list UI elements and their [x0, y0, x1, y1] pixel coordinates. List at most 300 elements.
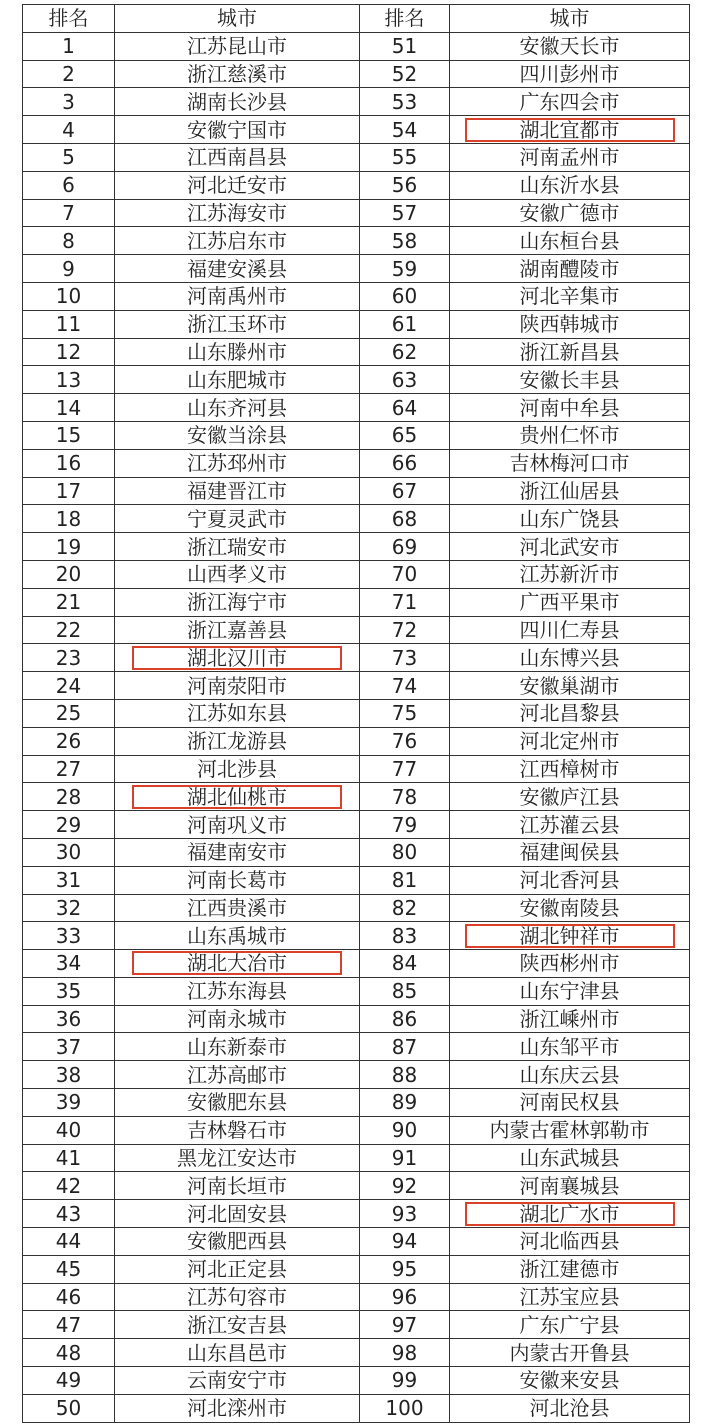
rank-text: 75	[391, 701, 418, 726]
city-name: 山东禹城市	[187, 923, 287, 948]
city-cell	[115, 811, 360, 839]
city-name: 浙江海宁市	[187, 590, 287, 615]
rank-cell	[23, 1339, 115, 1367]
rank-cell	[23, 1033, 115, 1061]
city-name: 山东武城县	[519, 1146, 620, 1171]
table-row	[23, 1116, 690, 1144]
table-row	[23, 1311, 690, 1339]
city-cell	[450, 560, 690, 588]
table-row	[23, 143, 690, 171]
city-name: 河北涉县	[197, 756, 277, 781]
city-name: 安徽巢湖市	[519, 673, 620, 698]
rank-cell	[23, 755, 115, 783]
city-name: 陕西韩城市	[519, 312, 620, 337]
rank-text: 76	[391, 729, 418, 754]
city-cell	[450, 533, 690, 561]
rank-text: 37	[55, 1034, 82, 1059]
rank-text: 93	[391, 1201, 418, 1226]
city-name: 江苏灌云县	[519, 812, 620, 837]
city-cell	[450, 866, 690, 894]
rank-text: 19	[55, 534, 82, 559]
city-cell	[115, 1228, 360, 1256]
city-cell	[450, 199, 690, 227]
table-row	[23, 644, 690, 672]
city-cell	[115, 866, 360, 894]
rank-cell	[360, 616, 450, 644]
city-name: 浙江玉环市	[187, 312, 287, 337]
city-cell	[450, 1033, 690, 1061]
city-name: 福建晋江市	[187, 478, 287, 503]
rank-cell	[23, 421, 115, 449]
city-name: 湖北汉川市	[187, 645, 287, 670]
city-cell	[115, 394, 360, 422]
rank-text: 65	[391, 423, 418, 448]
rank-text: 2	[62, 61, 75, 86]
table-row	[23, 477, 690, 505]
city-name: 湖北钟祥市	[519, 923, 620, 948]
table-row	[23, 1228, 690, 1256]
rank-cell	[360, 32, 450, 60]
city-name: 内蒙古开鲁县	[509, 1340, 630, 1365]
rank-cell	[23, 505, 115, 533]
rank-text: 10	[55, 284, 82, 309]
rank-cell	[360, 421, 450, 449]
rank-cell	[360, 143, 450, 171]
rank-cell	[360, 1144, 450, 1172]
city-name: 广东四会市	[519, 89, 620, 114]
city-name: 浙江慈溪市	[187, 61, 287, 86]
rank-text: 86	[391, 1007, 418, 1032]
rank-cell	[360, 672, 450, 700]
city-cell	[115, 588, 360, 616]
city-cell	[115, 199, 360, 227]
rank-text: 84	[391, 951, 418, 976]
city-cell	[115, 1116, 360, 1144]
rank-cell	[360, 449, 450, 477]
table-row	[23, 811, 690, 839]
rank-cell	[360, 60, 450, 88]
table-row	[23, 116, 690, 144]
table-row	[23, 282, 690, 310]
city-name: 浙江仙居县	[519, 478, 620, 503]
table-row	[23, 449, 690, 477]
city-cell	[115, 505, 360, 533]
table-row	[23, 255, 690, 283]
rank-text: 47	[55, 1312, 82, 1337]
table-row	[23, 366, 690, 394]
city-cell	[450, 783, 690, 811]
city-cell	[450, 1394, 690, 1422]
city-cell	[115, 1172, 360, 1200]
rank-text: 33	[55, 923, 82, 948]
rank-text: 20	[55, 562, 82, 587]
city-cell	[450, 699, 690, 727]
rank-text: 78	[391, 784, 418, 809]
rank-text: 53	[391, 89, 418, 114]
city-cell	[115, 699, 360, 727]
rank-text: 18	[55, 506, 82, 531]
city-cell	[450, 1200, 690, 1228]
rank-cell	[360, 310, 450, 338]
rank-text: 83	[391, 923, 418, 948]
rank-text: 69	[391, 534, 418, 559]
rank-text: 88	[391, 1062, 418, 1087]
table-row	[23, 1339, 690, 1367]
rank-text: 24	[55, 673, 82, 698]
rank-text: 32	[55, 895, 82, 920]
rank-cell	[360, 227, 450, 255]
table-row	[23, 1172, 690, 1200]
rank-text: 73	[391, 645, 418, 670]
city-name: 河南巩义市	[187, 812, 287, 837]
city-name: 湖北仙桃市	[187, 784, 287, 809]
rank-text: 16	[55, 451, 82, 476]
rank-cell	[360, 171, 450, 199]
rank-cell	[23, 282, 115, 310]
table-row	[23, 1033, 690, 1061]
rank-text: 61	[391, 312, 418, 337]
city-cell	[115, 88, 360, 116]
rank-text: 81	[391, 868, 418, 893]
city-cell	[450, 1311, 690, 1339]
city-name: 江苏海安市	[187, 200, 287, 225]
rank-text: 26	[55, 729, 82, 754]
table-row	[23, 227, 690, 255]
city-cell	[450, 838, 690, 866]
rank-text: 89	[391, 1090, 418, 1115]
city-name: 四川仁寿县	[519, 617, 620, 642]
city-name: 河北香河县	[519, 868, 620, 893]
rank-text: 44	[55, 1229, 82, 1254]
rank-text: 82	[391, 895, 418, 920]
city-cell	[450, 727, 690, 755]
rank-text: 7	[62, 200, 75, 225]
city-name: 广东广宁县	[519, 1312, 620, 1337]
rank-cell	[23, 950, 115, 978]
city-name: 安徽当涂县	[187, 423, 287, 448]
rank-text: 62	[391, 339, 418, 364]
rank-text: 52	[391, 61, 418, 86]
rank-cell	[360, 838, 450, 866]
rank-text: 87	[391, 1034, 418, 1059]
city-cell	[450, 88, 690, 116]
city-cell	[450, 1228, 690, 1256]
rank-text: 8	[62, 228, 75, 253]
city-cell	[115, 116, 360, 144]
city-cell	[450, 950, 690, 978]
rank-cell	[23, 699, 115, 727]
city-name: 河北定州市	[519, 729, 620, 754]
rank-text: 59	[391, 256, 418, 281]
city-cell	[450, 672, 690, 700]
city-name: 黑龙江安达市	[177, 1146, 297, 1171]
city-cell	[450, 171, 690, 199]
rank-cell	[23, 1283, 115, 1311]
rank-cell	[360, 1200, 450, 1228]
rank-cell	[360, 1116, 450, 1144]
city-name: 河北临西县	[519, 1229, 620, 1254]
city-name: 湖北大冶市	[187, 951, 287, 976]
city-name: 吉林磐石市	[187, 1118, 287, 1143]
table-row	[23, 1005, 690, 1033]
city-name: 山东沂水县	[519, 173, 620, 198]
rank-text: 28	[55, 784, 82, 809]
city-name: 山东滕州市	[187, 339, 287, 364]
rank-text: 100	[385, 1396, 424, 1421]
table-row	[23, 1394, 690, 1422]
city-name: 河南永城市	[187, 1007, 287, 1032]
city-name: 山东博兴县	[519, 645, 620, 670]
table-row	[23, 977, 690, 1005]
city-cell	[450, 394, 690, 422]
city-name: 浙江龙游县	[187, 729, 287, 754]
rank-text: 58	[391, 228, 418, 253]
rank-cell	[360, 894, 450, 922]
rank-text: 25	[55, 701, 82, 726]
rank-cell	[360, 477, 450, 505]
city-name: 福建安溪县	[187, 256, 287, 281]
city-cell	[115, 755, 360, 783]
rank-text: 49	[55, 1368, 82, 1393]
city-cell	[115, 894, 360, 922]
rank-text: 63	[391, 367, 418, 392]
rank-text: 72	[391, 617, 418, 642]
city-cell	[115, 32, 360, 60]
table-row	[23, 1367, 690, 1395]
rank-cell	[360, 1005, 450, 1033]
rank-text: 22	[55, 617, 82, 642]
city-cell	[450, 282, 690, 310]
city-cell	[450, 116, 690, 144]
rank-text: 99	[391, 1368, 418, 1393]
rank-text: 5	[62, 145, 75, 170]
table-row	[23, 1144, 690, 1172]
city-cell	[450, 449, 690, 477]
city-cell	[450, 894, 690, 922]
city-cell	[450, 366, 690, 394]
rank-cell	[23, 88, 115, 116]
city-cell	[450, 32, 690, 60]
city-cell	[115, 977, 360, 1005]
city-cell	[450, 811, 690, 839]
city-name: 江西贵溪市	[187, 895, 287, 920]
rank-cell	[360, 588, 450, 616]
rank-cell	[23, 1228, 115, 1256]
rank-cell	[23, 894, 115, 922]
city-cell	[115, 477, 360, 505]
rank-text: 42	[55, 1173, 82, 1198]
rank-cell	[360, 1228, 450, 1256]
city-name: 安徽肥西县	[187, 1229, 287, 1254]
rank-cell	[360, 755, 450, 783]
rank-cell	[23, 1200, 115, 1228]
rank-cell	[360, 922, 450, 950]
city-cell	[450, 505, 690, 533]
rank-cell	[23, 310, 115, 338]
city-name: 江苏东海县	[187, 979, 287, 1004]
city-name: 福建南安市	[187, 840, 287, 865]
rank-text: 27	[55, 756, 82, 781]
rank-text: 79	[391, 812, 418, 837]
rank-text: 80	[391, 840, 418, 865]
city-cell	[115, 950, 360, 978]
table-row	[23, 838, 690, 866]
table-row	[23, 727, 690, 755]
city-name: 河南长葛市	[187, 868, 287, 893]
rank-cell	[360, 366, 450, 394]
rank-cell	[360, 866, 450, 894]
city-cell	[450, 922, 690, 950]
rank-cell	[23, 560, 115, 588]
rank-cell	[23, 199, 115, 227]
city-cell	[450, 588, 690, 616]
city-name: 河北正定县	[187, 1257, 287, 1282]
city-name: 河北辛集市	[519, 284, 620, 309]
table-row	[23, 310, 690, 338]
rank-text: 64	[391, 395, 418, 420]
city-name: 山东宁津县	[519, 979, 620, 1004]
rank-text: 29	[55, 812, 82, 837]
rank-text: 67	[391, 478, 418, 503]
city-name: 湖南长沙县	[187, 89, 287, 114]
city-name: 河北昌黎县	[519, 701, 620, 726]
city-header: 城市	[115, 5, 360, 33]
city-cell	[115, 1061, 360, 1089]
rank-cell	[360, 394, 450, 422]
city-header: 城市	[450, 5, 690, 33]
city-cell	[450, 755, 690, 783]
city-cell	[115, 171, 360, 199]
rank-cell	[360, 338, 450, 366]
city-name: 安徽肥东县	[187, 1090, 287, 1115]
rank-text: 57	[391, 200, 418, 225]
city-cell	[115, 310, 360, 338]
rank-cell	[23, 588, 115, 616]
city-cell	[450, 421, 690, 449]
city-cell	[450, 143, 690, 171]
city-name: 湖北宜都市	[519, 117, 620, 142]
city-name: 浙江瑞安市	[187, 534, 287, 559]
rank-cell	[23, 1367, 115, 1395]
rank-cell	[360, 88, 450, 116]
city-name: 江苏如东县	[187, 701, 287, 726]
city-name: 安徽来安县	[519, 1368, 620, 1393]
rank-cell	[360, 282, 450, 310]
rank-cell	[360, 950, 450, 978]
city-name: 山东邹平市	[519, 1034, 620, 1059]
rank-text: 14	[55, 395, 82, 420]
rank-text: 51	[391, 34, 418, 59]
rank-text: 11	[55, 312, 82, 337]
table-row	[23, 199, 690, 227]
city-name: 江苏昆山市	[187, 34, 287, 59]
rank-text: 74	[391, 673, 418, 698]
rank-cell	[23, 1089, 115, 1117]
city-cell	[115, 533, 360, 561]
rank-cell	[23, 811, 115, 839]
city-name: 山东新泰市	[187, 1034, 287, 1059]
rank-text: 45	[55, 1257, 82, 1282]
rank-cell	[23, 727, 115, 755]
city-name: 安徽广德市	[519, 200, 620, 225]
table-row	[23, 616, 690, 644]
city-cell	[115, 1339, 360, 1367]
rank-text: 9	[62, 256, 75, 281]
table-row	[23, 1283, 690, 1311]
city-name: 山东肥城市	[187, 367, 287, 392]
city-cell	[115, 1089, 360, 1117]
rank-text: 97	[391, 1312, 418, 1337]
header-row	[23, 5, 690, 33]
rank-cell	[360, 1311, 450, 1339]
city-name: 山东齐河县	[187, 395, 287, 420]
city-name: 山东桓台县	[519, 228, 620, 253]
rank-cell	[360, 811, 450, 839]
city-name: 浙江嵊州市	[519, 1007, 620, 1032]
city-cell	[450, 338, 690, 366]
rank-cell	[360, 1255, 450, 1283]
rank-text: 92	[391, 1173, 418, 1198]
table-row	[23, 421, 690, 449]
city-name: 云南安宁市	[187, 1368, 287, 1393]
rank-cell	[360, 1172, 450, 1200]
table-row	[23, 338, 690, 366]
rank-text: 4	[62, 117, 75, 142]
rank-cell	[23, 1005, 115, 1033]
city-cell	[450, 977, 690, 1005]
city-cell	[450, 1367, 690, 1395]
rank-cell	[23, 533, 115, 561]
rank-cell	[23, 255, 115, 283]
table-row	[23, 533, 690, 561]
city-cell	[450, 60, 690, 88]
city-name: 河北固安县	[187, 1201, 287, 1226]
city-cell	[450, 1283, 690, 1311]
rank-cell	[360, 1394, 450, 1422]
city-cell	[115, 255, 360, 283]
rank-text: 39	[55, 1090, 82, 1115]
ranking-table-container	[22, 4, 689, 1423]
rank-cell	[360, 505, 450, 533]
table-row	[23, 60, 690, 88]
rank-cell	[23, 1394, 115, 1422]
table-body	[23, 32, 690, 1422]
rank-text: 34	[55, 951, 82, 976]
rank-text: 54	[391, 117, 418, 142]
city-cell	[115, 1033, 360, 1061]
city-cell	[450, 616, 690, 644]
rank-text: 1	[62, 34, 75, 59]
rank-cell	[23, 1311, 115, 1339]
rank-text: 15	[55, 423, 82, 448]
rank-cell	[360, 199, 450, 227]
city-name: 河北迁安市	[187, 173, 287, 198]
rank-cell	[23, 338, 115, 366]
city-name: 山东昌邑市	[187, 1340, 287, 1365]
city-cell	[450, 1339, 690, 1367]
city-name: 安徽南陵县	[519, 895, 620, 920]
city-name: 四川彭州市	[519, 61, 620, 86]
city-cell	[450, 1089, 690, 1117]
table-row	[23, 32, 690, 60]
city-name: 宁夏灵武市	[187, 506, 287, 531]
rank-cell	[23, 366, 115, 394]
rank-text: 36	[55, 1007, 82, 1032]
table-row	[23, 894, 690, 922]
rank-text: 31	[55, 868, 82, 893]
city-cell	[115, 672, 360, 700]
city-name: 河南孟州市	[519, 145, 620, 170]
